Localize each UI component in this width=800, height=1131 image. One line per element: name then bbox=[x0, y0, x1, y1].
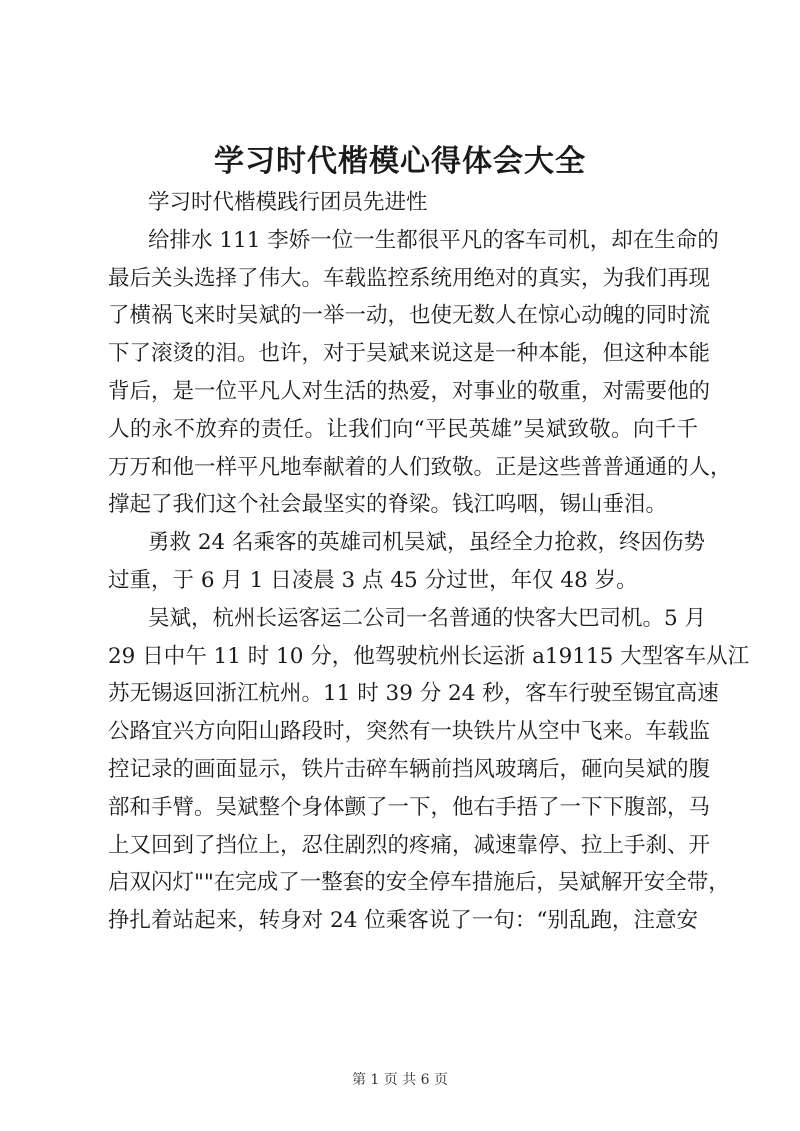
paragraph-line: 挣扎着站起来，转身对 24 位乘客说了一句：“别乱跑，注意安 bbox=[108, 908, 698, 934]
paragraph-line: 过重，于 6 月 1 日凌晨 3 点 45 分过世，年仅 48 岁。 bbox=[108, 567, 638, 593]
paragraph-line: 最后关头选择了伟大。车载监控系统用绝对的真实，为我们再现 bbox=[108, 265, 711, 291]
paragraph-line: 29 日中午 11 时 10 分，他驾驶杭州长运浙 a19115 大型客车从江 bbox=[108, 643, 750, 669]
paragraph-line: 吴斌，杭州长运客运二公司一名普通的快客大巴司机。5 月 bbox=[148, 605, 707, 631]
paragraph-line: 了横祸飞来时吴斌的一举一动，也使无数人在惊心动魄的同时流 bbox=[108, 303, 711, 329]
paragraph-line: 控记录的画面显示，铁片击碎车辆前挡风玻璃后，砸向吴斌的腹 bbox=[108, 756, 711, 782]
paragraph-line: 给排水 111 李娇一位一生都很平凡的客车司机，却在生命的 bbox=[148, 227, 719, 253]
paragraph-line: 勇救 24 名乘客的英雄司机吴斌，虽经全力抢救，终因伤势 bbox=[148, 530, 706, 556]
page-footer: 第 1 页 共 6 页 bbox=[351, 1072, 449, 1088]
paragraph-line: 上又回到了挡位上，忍住剧烈的疼痛，减速靠停、拉上手刹、开 bbox=[108, 832, 711, 858]
paragraph-line: 撑起了我们这个社会最坚实的脊梁。钱江呜咽，锡山垂泪。 bbox=[108, 492, 668, 518]
paragraph-line: 学习时代楷模践行团员先进性 bbox=[148, 190, 428, 215]
paragraph-line: 公路宜兴方向阳山路段时，突然有一块铁片从空中飞来。车载监 bbox=[108, 719, 711, 745]
paragraph-line: 苏无锡返回浙江杭州。11 时 39 分 24 秒，客车行驶至锡宜高速 bbox=[108, 681, 719, 707]
paragraph-line: 人的永不放弃的责任。让我们向“平民英雄”吴斌致敬。向千千 bbox=[108, 416, 698, 442]
paragraph-line: 部和手臂。吴斌整个身体颤了一下，他右手捂了一下下腹部，马 bbox=[108, 794, 711, 820]
document-title: 学习时代楷模心得体会大全 bbox=[214, 144, 586, 179]
paragraph-line: 背后，是一位平凡人对生活的热爱，对事业的敬重，对需要他的 bbox=[108, 378, 711, 404]
paragraph-line: 万万和他一样平凡地奉献着的人们致敬。正是这些普普通通的人， bbox=[108, 454, 732, 480]
paragraph-line: 下了滚烫的泪。也许，对于吴斌来说这是一种本能，但这种本能 bbox=[108, 341, 711, 367]
document-body bbox=[108, 184, 750, 940]
paragraph-line: 启双闪灯""在完成了一整套的安全停车措施后，吴斌解开安全带， bbox=[108, 870, 730, 896]
